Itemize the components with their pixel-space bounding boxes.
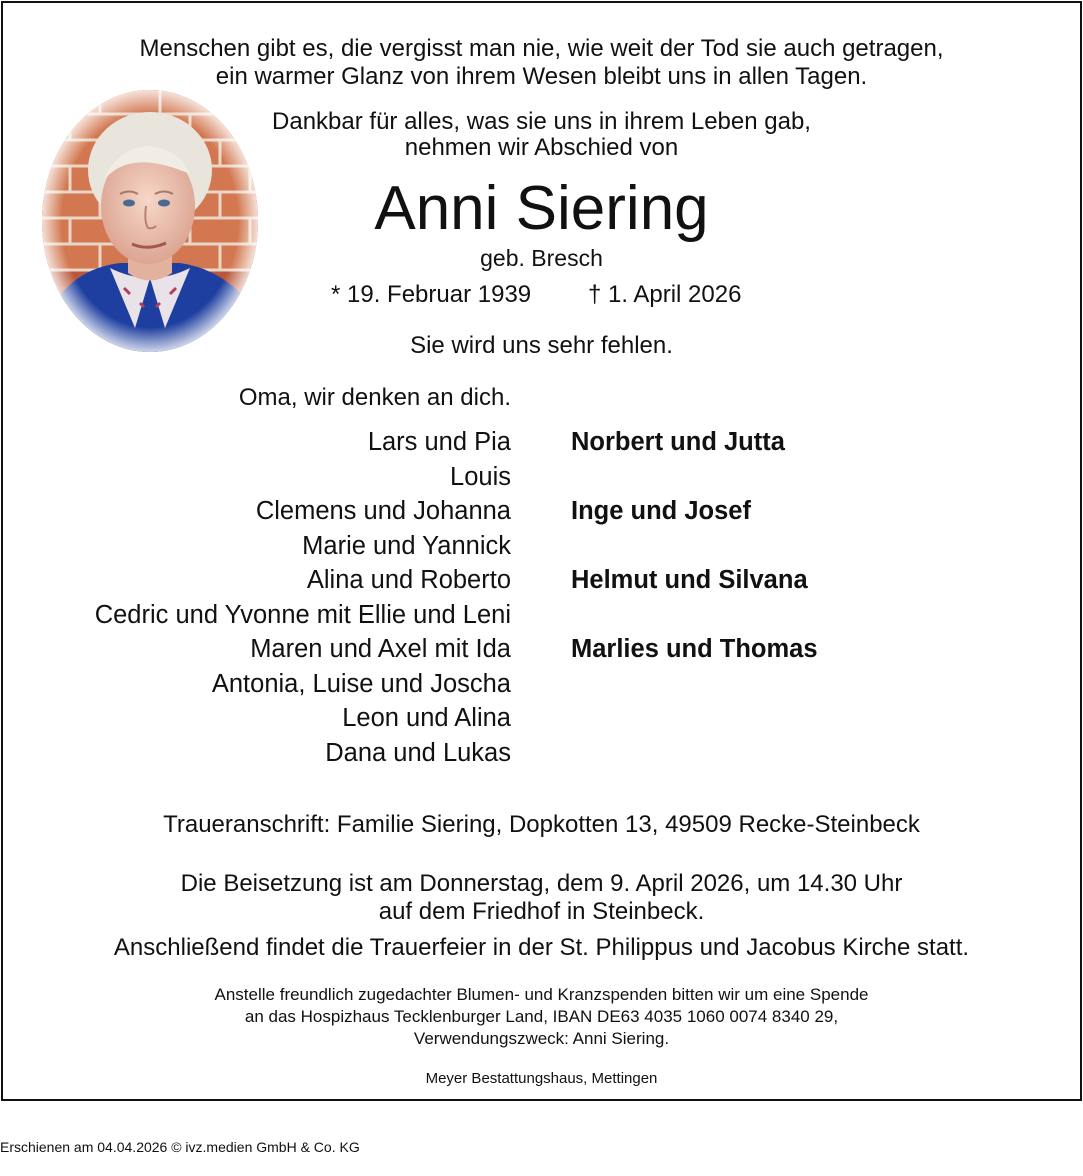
funeral-line-1: Die Beisetzung ist am Donnerstag, dem 9. April 2026, um 14.30 Uhr: [180, 870, 903, 897]
publication-footer: Erschienen am 04.04.2026 © ivz.medien GmbH & Co. KG: [0, 1139, 360, 1155]
grandchild-entry: Antonia, Luise und Joscha: [211, 669, 511, 698]
intro-line-2: nehmen wir Abschied von: [404, 134, 679, 161]
death-date: † 1. April 2026: [588, 281, 742, 308]
grandchild-entry: Alina und Roberto: [306, 566, 511, 594]
grandchild-entry: Leon und Alina: [342, 704, 511, 732]
grandchild-entry: Marie und Yannick: [302, 531, 511, 560]
miss-line: Sie wird uns sehr fehlen.: [410, 332, 673, 359]
birth-name: geb. Bresch: [480, 245, 603, 271]
deceased-name: Anni Siering: [374, 174, 709, 243]
mourning-address: Traueranschrift: Familie Siering, Dopkotten 13, 49509 Recke-Steinbeck: [163, 811, 920, 838]
verse-line-2: ein warmer Glanz von ihrem Wesen bleibt uns in allen Tagen.: [215, 63, 868, 90]
child-entry: Norbert und Jutta: [571, 428, 785, 456]
grandchild-entry: Cedric und Yvonne mit Ellie und Leni: [94, 600, 511, 629]
child-entry: Inge und Josef: [571, 497, 751, 525]
funeral-line-2: auf dem Friedhof in Steinbeck.: [378, 898, 705, 925]
portrait-photo: [40, 88, 260, 354]
verse-line-1: Menschen gibt es, die vergisst man nie, wie weit der Tod sie auch getragen,: [139, 35, 944, 62]
child-entry: Marlies und Thomas: [571, 635, 818, 663]
grandchild-entry: Clemens und Johanna: [255, 497, 511, 525]
donation-line-3: Verwendungszweck: Anni Siering.: [413, 1029, 670, 1048]
grandchildren-heading: Oma, wir denken an dich.: [238, 384, 511, 411]
grandchild-entry: Louis: [450, 462, 511, 491]
grandchild-entry: Lars und Pia: [367, 428, 511, 456]
funeral-line-3: Anschließend findet die Trauerfeier in der St. Philippus und Jacobus Kirche statt.: [113, 934, 970, 961]
child-entry: Helmut und Silvana: [571, 566, 808, 594]
intro-line-1: Dankbar für alles, was sie uns in ihrem Leben gab,: [272, 108, 811, 135]
grandchild-entry: Maren und Axel mit Ida: [250, 635, 511, 663]
donation-line-1: Anstelle freundlich zugedachter Blumen- und Kranzspenden bitten wir um eine Spende: [214, 985, 869, 1004]
grandchild-entry: Dana und Lukas: [325, 738, 511, 767]
donation-line-2: an das Hospizhaus Tecklenburger Land, IBAN DE63 4035 1060 0074 8340 29,: [244, 1007, 839, 1026]
birth-date: * 19. Februar 1939: [331, 281, 532, 308]
undertaker: Meyer Bestattungshaus, Mettingen: [425, 1070, 658, 1087]
